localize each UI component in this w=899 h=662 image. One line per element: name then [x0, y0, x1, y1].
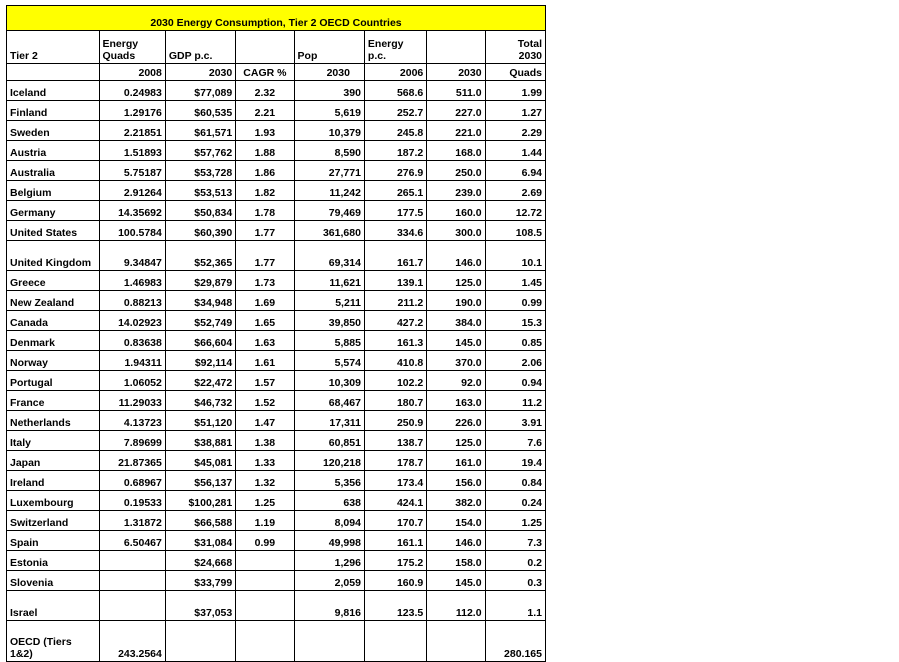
cell-gdp-2030: $53,513	[165, 181, 235, 201]
cell-energy-pc-2006: 211.2	[364, 291, 426, 311]
cell-total-2030: 11.2	[485, 391, 545, 411]
cell-quads-2008: 0.88213	[99, 291, 165, 311]
header-pop-label: Pop	[297, 49, 318, 62]
cell-gdp-2030: $56,137	[165, 471, 235, 491]
table-row	[7, 531, 546, 551]
cell-gdp-2030: $31,084	[165, 531, 235, 551]
subheader-epc-2006: 2006	[364, 64, 426, 81]
cell-gdp-2030	[165, 621, 235, 662]
cell-pop-2030: 5,356	[294, 471, 364, 491]
cell-energy-pc-2006: 123.5	[364, 591, 426, 621]
cell-cagr: 1.88	[236, 141, 294, 161]
cell-energy-pc-2030: 370.0	[427, 351, 485, 371]
header-energy-quads-line2: Quads	[102, 49, 136, 62]
cell-country: Slovenia	[7, 571, 100, 591]
cell-country: Spain	[7, 531, 100, 551]
cell-energy-pc-2006: 138.7	[364, 431, 426, 451]
header-gdp-pc-label: GDP p.c.	[168, 49, 213, 62]
cell-total-2030: 7.6	[485, 431, 545, 451]
subheader-quads-year: 2008	[99, 64, 165, 81]
cell-pop-2030: 390	[294, 81, 364, 101]
energy-consumption-table	[6, 5, 546, 662]
table-row	[7, 201, 546, 221]
cell-energy-pc-2030: 511.0	[427, 81, 485, 101]
cell-quads-2008: 14.35692	[99, 201, 165, 221]
cell-pop-2030: 79,469	[294, 201, 364, 221]
header-energy-pc	[364, 31, 426, 64]
cell-energy-pc-2030: 92.0	[427, 371, 485, 391]
cell-total-2030: 6.94	[485, 161, 545, 181]
cell-gdp-2030: $52,749	[165, 311, 235, 331]
cell-energy-pc-2006: 170.7	[364, 511, 426, 531]
cell-energy-pc-2006: 161.1	[364, 531, 426, 551]
cell-country: Austria	[7, 141, 100, 161]
cell-country: Netherlands	[7, 411, 100, 431]
cell-energy-pc-2006: 252.7	[364, 101, 426, 121]
cell-country: Japan	[7, 451, 100, 471]
cell-total-2030: 0.3	[485, 571, 545, 591]
cell-energy-pc-2030: 125.0	[427, 271, 485, 291]
cell-quads-2008	[99, 551, 165, 571]
cell-energy-pc-2006: 175.2	[364, 551, 426, 571]
cell-quads-2008: 1.94311	[99, 351, 165, 371]
table-row	[7, 371, 546, 391]
cell-cagr: 2.32	[236, 81, 294, 101]
cell-cagr: 1.77	[236, 241, 294, 271]
cell-country: Germany	[7, 201, 100, 221]
table-row	[7, 451, 546, 471]
cell-cagr: 1.77	[236, 221, 294, 241]
cell-total-2030: 0.85	[485, 331, 545, 351]
cell-cagr: 1.19	[236, 511, 294, 531]
cell-gdp-2030: $51,120	[165, 411, 235, 431]
cell-total-2030: 10.1	[485, 241, 545, 271]
cell-energy-pc-2030: 146.0	[427, 241, 485, 271]
cell-cagr: 1.82	[236, 181, 294, 201]
cell-cagr: 1.57	[236, 371, 294, 391]
page-title: 2030 Energy Consumption, Tier 2 OECD Countries	[7, 6, 546, 31]
cell-energy-pc-2030: 190.0	[427, 291, 485, 311]
cell-country: Denmark	[7, 331, 100, 351]
cell-country: OECD (Tiers 1&2)	[7, 621, 100, 662]
cell-cagr: 1.33	[236, 451, 294, 471]
cell-country: Canada	[7, 311, 100, 331]
cell-pop-2030: 17,311	[294, 411, 364, 431]
cell-quads-2008: 1.31872	[99, 511, 165, 531]
cell-energy-pc-2006	[364, 621, 426, 662]
cell-total-2030: 15.3	[485, 311, 545, 331]
header-pop	[294, 31, 364, 64]
cell-pop-2030: 361,680	[294, 221, 364, 241]
cell-country: United Kingdom	[7, 241, 100, 271]
cell-pop-2030: 5,885	[294, 331, 364, 351]
table-row	[7, 241, 546, 271]
cell-energy-pc-2030: 146.0	[427, 531, 485, 551]
cell-energy-pc-2006: 187.2	[364, 141, 426, 161]
table-row	[7, 121, 546, 141]
cell-total-2030: 3.91	[485, 411, 545, 431]
cell-pop-2030: 5,211	[294, 291, 364, 311]
header-energy-pc-line2: p.c.	[367, 49, 387, 62]
subheader-epc-2030: 2030	[427, 64, 485, 81]
cell-gdp-2030: $61,571	[165, 121, 235, 141]
cell-cagr	[236, 621, 294, 662]
cell-pop-2030: 60,851	[294, 431, 364, 451]
cell-quads-2008: 1.46983	[99, 271, 165, 291]
cell-gdp-2030: $52,365	[165, 241, 235, 271]
cell-cagr: 1.32	[236, 471, 294, 491]
cell-energy-pc-2006: 410.8	[364, 351, 426, 371]
cell-quads-2008: 4.13723	[99, 411, 165, 431]
cell-total-2030: 0.24	[485, 491, 545, 511]
cell-pop-2030: 11,242	[294, 181, 364, 201]
cell-cagr: 0.99	[236, 531, 294, 551]
cell-cagr: 1.69	[236, 291, 294, 311]
cell-country: New Zealand	[7, 291, 100, 311]
cell-total-2030: 2.69	[485, 181, 545, 201]
cell-gdp-2030: $37,053	[165, 591, 235, 621]
cell-energy-pc-2030	[427, 621, 485, 662]
cell-energy-pc-2006: 160.9	[364, 571, 426, 591]
table-row	[7, 311, 546, 331]
cell-gdp-2030: $100,281	[165, 491, 235, 511]
cell-pop-2030: 10,309	[294, 371, 364, 391]
cell-energy-pc-2030: 227.0	[427, 101, 485, 121]
cell-quads-2008: 100.5784	[99, 221, 165, 241]
cell-gdp-2030: $60,535	[165, 101, 235, 121]
subheader-name	[7, 64, 100, 81]
cell-energy-pc-2030: 125.0	[427, 431, 485, 451]
table-row	[7, 511, 546, 531]
header-total-2030	[485, 31, 545, 64]
subheader-total-units: Quads	[485, 64, 545, 81]
cell-pop-2030: 10,379	[294, 121, 364, 141]
cell-energy-pc-2030: 163.0	[427, 391, 485, 411]
cell-energy-pc-2030: 154.0	[427, 511, 485, 531]
header-tier2: Tier 2	[7, 31, 100, 64]
table-row	[7, 181, 546, 201]
table-row	[7, 291, 546, 311]
cell-energy-pc-2030: 145.0	[427, 571, 485, 591]
cell-energy-pc-2006: 568.6	[364, 81, 426, 101]
cell-cagr	[236, 571, 294, 591]
cell-country: France	[7, 391, 100, 411]
cell-gdp-2030: $38,881	[165, 431, 235, 451]
cell-pop-2030: 49,998	[294, 531, 364, 551]
cell-gdp-2030: $22,472	[165, 371, 235, 391]
cell-energy-pc-2006: 265.1	[364, 181, 426, 201]
cell-country: United States	[7, 221, 100, 241]
cell-country: Iceland	[7, 81, 100, 101]
header-energy-quads-line1: Energy	[102, 37, 139, 50]
cell-total-2030: 2.06	[485, 351, 545, 371]
cell-energy-pc-2030: 168.0	[427, 141, 485, 161]
cell-cagr: 1.63	[236, 331, 294, 351]
cell-total-2030: 108.5	[485, 221, 545, 241]
cell-quads-2008: 11.29033	[99, 391, 165, 411]
cell-energy-pc-2006: 245.8	[364, 121, 426, 141]
cell-country: Israel	[7, 591, 100, 621]
subheader-cagr: CAGR %	[236, 64, 294, 81]
cell-cagr: 1.65	[236, 311, 294, 331]
cell-cagr: 1.47	[236, 411, 294, 431]
cell-gdp-2030: $50,834	[165, 201, 235, 221]
cell-quads-2008: 21.87365	[99, 451, 165, 471]
cell-total-2030: 0.94	[485, 371, 545, 391]
subheader-gdp-year: 2030	[165, 64, 235, 81]
cell-pop-2030: 8,094	[294, 511, 364, 531]
cell-energy-pc-2006: 180.7	[364, 391, 426, 411]
table-row	[7, 391, 546, 411]
cell-country: Switzerland	[7, 511, 100, 531]
cell-pop-2030	[294, 621, 364, 662]
cell-total-2030: 1.99	[485, 81, 545, 101]
table-row	[7, 621, 546, 662]
header-cagr-blank	[236, 31, 294, 64]
cell-quads-2008: 1.06052	[99, 371, 165, 391]
table-row	[7, 221, 546, 241]
cell-country: Portugal	[7, 371, 100, 391]
cell-pop-2030: 39,850	[294, 311, 364, 331]
cell-total-2030: 1.27	[485, 101, 545, 121]
cell-gdp-2030: $34,948	[165, 291, 235, 311]
cell-energy-pc-2030: 382.0	[427, 491, 485, 511]
table-row	[7, 101, 546, 121]
cell-country: Norway	[7, 351, 100, 371]
cell-quads-2008	[99, 571, 165, 591]
cell-energy-pc-2006: 334.6	[364, 221, 426, 241]
table-row	[7, 411, 546, 431]
cell-energy-pc-2030: 145.0	[427, 331, 485, 351]
cell-cagr: 1.86	[236, 161, 294, 181]
cell-cagr: 2.21	[236, 101, 294, 121]
cell-gdp-2030: $77,089	[165, 81, 235, 101]
cell-pop-2030: 68,467	[294, 391, 364, 411]
header-blank	[427, 31, 485, 64]
cell-quads-2008: 0.19533	[99, 491, 165, 511]
table-row	[7, 571, 546, 591]
cell-quads-2008: 0.24983	[99, 81, 165, 101]
cell-energy-pc-2030: 112.0	[427, 591, 485, 621]
cell-quads-2008: 9.34847	[99, 241, 165, 271]
cell-quads-2008: 0.83638	[99, 331, 165, 351]
cell-energy-pc-2030: 250.0	[427, 161, 485, 181]
table-header-row	[7, 31, 546, 64]
cell-country: Belgium	[7, 181, 100, 201]
cell-gdp-2030: $33,799	[165, 571, 235, 591]
cell-total-2030: 2.29	[485, 121, 545, 141]
cell-energy-pc-2006: 424.1	[364, 491, 426, 511]
cell-total-2030: 1.25	[485, 511, 545, 531]
spreadsheet-sheet	[6, 5, 546, 662]
cell-pop-2030: 638	[294, 491, 364, 511]
cell-total-2030: 12.72	[485, 201, 545, 221]
cell-cagr: 1.52	[236, 391, 294, 411]
table-row	[7, 471, 546, 491]
table-row	[7, 141, 546, 161]
cell-energy-pc-2006: 102.2	[364, 371, 426, 391]
cell-cagr: 1.61	[236, 351, 294, 371]
table-row	[7, 331, 546, 351]
cell-country: Finland	[7, 101, 100, 121]
cell-pop-2030: 69,314	[294, 241, 364, 271]
cell-country: Australia	[7, 161, 100, 181]
table-subheader-row	[7, 64, 546, 81]
cell-country: Estonia	[7, 551, 100, 571]
cell-energy-pc-2030: 160.0	[427, 201, 485, 221]
cell-energy-pc-2006: 161.7	[364, 241, 426, 271]
table-title-row	[7, 6, 546, 31]
cell-total-2030: 0.2	[485, 551, 545, 571]
cell-cagr: 1.93	[236, 121, 294, 141]
cell-total-2030: 0.99	[485, 291, 545, 311]
cell-energy-pc-2030: 300.0	[427, 221, 485, 241]
table-row	[7, 161, 546, 181]
cell-gdp-2030: $57,762	[165, 141, 235, 161]
table-row	[7, 271, 546, 291]
cell-quads-2008	[99, 591, 165, 621]
cell-gdp-2030: $29,879	[165, 271, 235, 291]
cell-quads-2008: 14.02923	[99, 311, 165, 331]
table-row	[7, 431, 546, 451]
table-row	[7, 81, 546, 101]
subheader-pop-year: 2030	[294, 64, 364, 81]
cell-total-2030: 7.3	[485, 531, 545, 551]
cell-energy-pc-2006: 276.9	[364, 161, 426, 181]
cell-pop-2030: 11,621	[294, 271, 364, 291]
cell-quads-2008: 1.51893	[99, 141, 165, 161]
cell-energy-pc-2030: 156.0	[427, 471, 485, 491]
table-row	[7, 491, 546, 511]
cell-quads-2008: 2.21851	[99, 121, 165, 141]
cell-energy-pc-2006: 161.3	[364, 331, 426, 351]
cell-total-2030: 280.165	[485, 621, 545, 662]
cell-energy-pc-2030: 158.0	[427, 551, 485, 571]
cell-cagr	[236, 591, 294, 621]
cell-pop-2030: 1,296	[294, 551, 364, 571]
cell-energy-pc-2030: 226.0	[427, 411, 485, 431]
cell-energy-pc-2030: 161.0	[427, 451, 485, 471]
cell-total-2030: 1.1	[485, 591, 545, 621]
header-total-line2: 2030	[518, 49, 542, 62]
cell-pop-2030: 5,619	[294, 101, 364, 121]
cell-pop-2030: 27,771	[294, 161, 364, 181]
header-gdp-pc	[165, 31, 235, 64]
header-energy-quads	[99, 31, 165, 64]
cell-gdp-2030: $53,728	[165, 161, 235, 181]
cell-country: Greece	[7, 271, 100, 291]
cell-quads-2008: 243.2564	[99, 621, 165, 662]
cell-total-2030: 19.4	[485, 451, 545, 471]
cell-country: Sweden	[7, 121, 100, 141]
cell-quads-2008: 1.29176	[99, 101, 165, 121]
cell-country: Italy	[7, 431, 100, 451]
cell-cagr: 1.73	[236, 271, 294, 291]
cell-quads-2008: 6.50467	[99, 531, 165, 551]
cell-energy-pc-2006: 250.9	[364, 411, 426, 431]
cell-gdp-2030: $92,114	[165, 351, 235, 371]
cell-energy-pc-2030: 221.0	[427, 121, 485, 141]
cell-energy-pc-2006: 173.4	[364, 471, 426, 491]
table-row	[7, 591, 546, 621]
header-energy-pc-line1: Energy	[367, 37, 404, 50]
cell-country: Luxembourg	[7, 491, 100, 511]
cell-quads-2008: 7.89699	[99, 431, 165, 451]
table-row	[7, 551, 546, 571]
cell-gdp-2030: $45,081	[165, 451, 235, 471]
cell-energy-pc-2006: 427.2	[364, 311, 426, 331]
cell-total-2030: 1.44	[485, 141, 545, 161]
cell-gdp-2030: $66,588	[165, 511, 235, 531]
cell-gdp-2030: $24,668	[165, 551, 235, 571]
cell-cagr: 1.25	[236, 491, 294, 511]
cell-pop-2030: 8,590	[294, 141, 364, 161]
cell-country: Ireland	[7, 471, 100, 491]
table-row	[7, 351, 546, 371]
cell-gdp-2030: $60,390	[165, 221, 235, 241]
cell-pop-2030: 5,574	[294, 351, 364, 371]
cell-energy-pc-2030: 239.0	[427, 181, 485, 201]
cell-cagr: 1.78	[236, 201, 294, 221]
cell-cagr	[236, 551, 294, 571]
cell-quads-2008: 0.68967	[99, 471, 165, 491]
cell-pop-2030: 2,059	[294, 571, 364, 591]
cell-gdp-2030: $66,604	[165, 331, 235, 351]
cell-energy-pc-2030: 384.0	[427, 311, 485, 331]
cell-quads-2008: 5.75187	[99, 161, 165, 181]
cell-pop-2030: 120,218	[294, 451, 364, 471]
cell-energy-pc-2006: 139.1	[364, 271, 426, 291]
cell-gdp-2030: $46,732	[165, 391, 235, 411]
cell-total-2030: 0.84	[485, 471, 545, 491]
cell-pop-2030: 9,816	[294, 591, 364, 621]
cell-total-2030: 1.45	[485, 271, 545, 291]
cell-cagr: 1.38	[236, 431, 294, 451]
cell-quads-2008: 2.91264	[99, 181, 165, 201]
header-total-line1: Total	[517, 37, 542, 50]
cell-energy-pc-2006: 178.7	[364, 451, 426, 471]
table-body	[7, 6, 546, 662]
cell-energy-pc-2006: 177.5	[364, 201, 426, 221]
